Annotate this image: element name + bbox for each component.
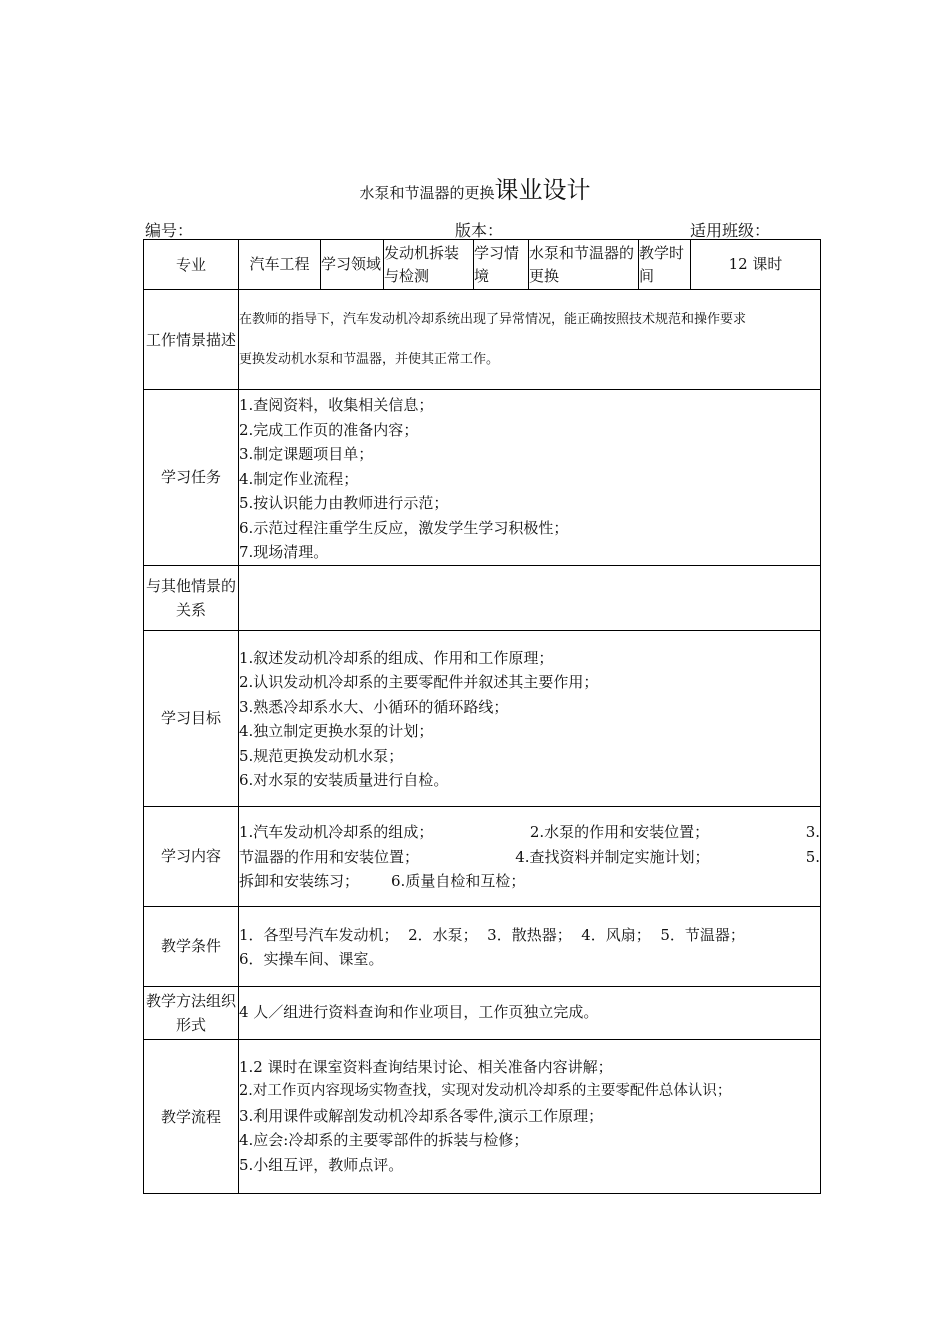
teaching-method-content: 4 人／组进行资料查询和作业项目，工作页独立完成。 (239, 986, 821, 1039)
major-value: 汽车工程 (239, 240, 321, 290)
relation-content (239, 565, 821, 630)
work-description-line: 在教师的指导下，汽车发动机冷却系统出现了异常情况，能正确按照技术规范和操作要求 (239, 311, 747, 327)
time-label: 教学时间 (639, 240, 691, 290)
content-line (239, 845, 820, 870)
list-item: 3.熟悉冷却系水大、小循环的循环路线； (239, 697, 509, 716)
list-item: 6.示范过程注重学生反应，激发学生学习积极性； (239, 518, 569, 537)
list-item: 1.查阅资料，收集相关信息； (239, 396, 434, 414)
situation-value: 水泵和节温器的更换 (529, 240, 639, 290)
situation-label: 学习情境 (474, 240, 529, 290)
content-item: 6.质量自检和互检； (391, 872, 526, 891)
learning-tasks-label: 学习任务 (144, 390, 239, 566)
teaching-method-row (144, 986, 821, 1039)
number-label: 编号： (145, 221, 194, 240)
list-item: 1.叙述发动机冷却系的组成、作用和工作原理； (239, 648, 554, 667)
learning-goals-row (144, 630, 821, 806)
teaching-process-label: 教学流程 (144, 1039, 239, 1193)
content-line (239, 820, 820, 845)
relation-row (144, 565, 821, 630)
list-item: 4.制定作业流程； (239, 469, 359, 488)
meta-line (145, 218, 820, 240)
list-item: 1.2 课时在课室资料查询结果讨论、相关准备内容讲解； (239, 1057, 613, 1076)
conditions-line: 1．各型号汽车发动机； 2．水泵； 3．散热器； 4．风扇； 5．节温器； (239, 925, 745, 944)
list-item: 4.应会:冷却系的主要零部件的拆装与检修； (239, 1131, 529, 1150)
title-prefix: 水泵和节温器的更换 (359, 184, 495, 202)
teaching-conditions-content (239, 906, 821, 986)
list-item: 2.对工作页内容现场实物查找，实现对发动机冷却系的主要零配件总体认识； (239, 1083, 732, 1100)
learning-content-label: 学习内容 (144, 806, 239, 906)
list-item: 5.规范更换发动机水泵； (239, 746, 404, 765)
header-row (144, 240, 821, 290)
content-item: 1.汽车发动机冷却系的组成； (239, 823, 434, 842)
list-item: 5.小组互评，教师点评。 (239, 1155, 404, 1174)
list-item: 4.独立制定更换水泵的计划； (239, 722, 434, 740)
list-item: 6.对水泵的安装质量进行自检。 (239, 771, 449, 789)
learning-content-content (239, 806, 821, 906)
field-label: 学习领域 (321, 240, 384, 290)
teaching-process-content (239, 1039, 821, 1193)
learning-goals-label: 学习目标 (144, 630, 239, 806)
teaching-process-row (144, 1039, 821, 1193)
list-item: 3.利用课件或解剖发动机冷却系各零件,演示工作原理； (239, 1106, 604, 1125)
list-item: 7.现场清理。 (239, 543, 329, 561)
document-title (0, 170, 950, 205)
list-item: 5.按认识能力由教师进行示范； (239, 494, 449, 512)
work-description-row (144, 290, 821, 390)
learning-content-row (144, 806, 821, 906)
learning-tasks-content (239, 390, 821, 566)
work-description-line: 更换发动机水泵和节温器，并使其正常工作。 (239, 351, 500, 367)
teaching-conditions-row (144, 906, 821, 986)
content-item: 节温器的作用和安装位置； (239, 847, 420, 866)
time-value: 12 课时 (691, 240, 821, 290)
list-item: 2.完成工作页的准备内容； (239, 420, 419, 439)
list-item: 2.认识发动机冷却系的主要零配件并叙述其主要作用； (239, 673, 599, 691)
teaching-conditions-label: 教学条件 (144, 906, 239, 986)
work-description-label: 工作情景描述 (144, 290, 239, 390)
content-line (239, 869, 820, 894)
content-item: 拆卸和安装练习； (239, 872, 360, 891)
content-item: 2.水泵的作用和安装位置； (529, 823, 710, 842)
title-main: 课业设计 (494, 176, 591, 204)
field-value: 发动机拆装与检测 (384, 240, 474, 290)
learning-goals-content (239, 630, 821, 806)
content-item: 5. (805, 847, 820, 866)
class-label: 适用班级： (690, 221, 771, 240)
teaching-method-label: 教学方法组织形式 (144, 986, 239, 1039)
lesson-plan-table (143, 239, 821, 1194)
list-item: 3.制定课题项目单； (239, 445, 374, 463)
learning-tasks-row (144, 390, 821, 566)
version-label: 版本： (455, 221, 504, 240)
work-description-content (239, 290, 821, 390)
relation-label: 与其他情景的关系 (144, 565, 239, 630)
content-item: 4.查找资料并制定实施计划； (515, 847, 710, 866)
major-label: 专业 (144, 240, 239, 290)
content-item: 3. (805, 823, 820, 842)
conditions-line: 6．实操车间、课室。 (239, 950, 384, 968)
